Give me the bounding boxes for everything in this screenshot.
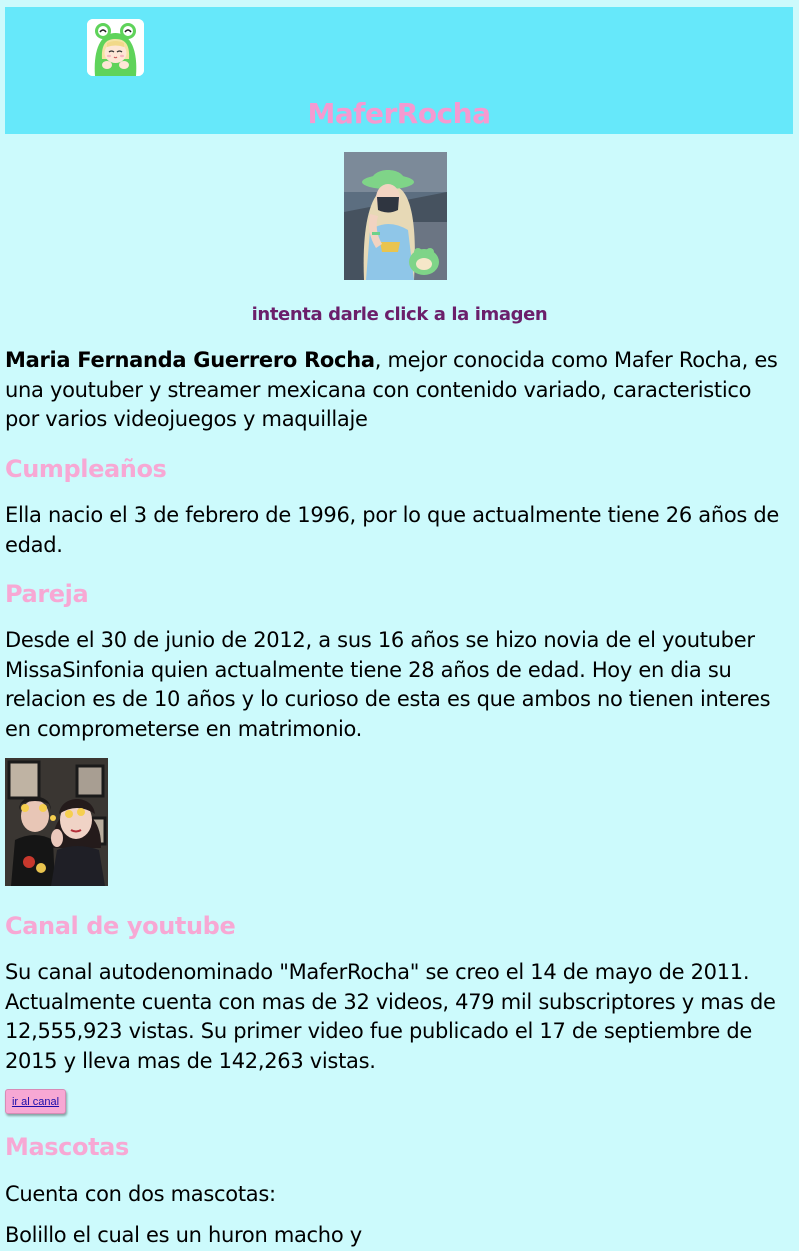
click-image-hint: intenta darle click a la imagen [251, 304, 548, 325]
partner-heading: Pareja [5, 580, 89, 608]
frog-hood-avatar-icon[interactable] [87, 19, 144, 76]
channel-heading: Canal de youtube [5, 912, 236, 940]
go-to-channel-button[interactable] [5, 1089, 66, 1114]
intro-text: , mejor conocida como Mafer Rocha, es una youtuber y streamer mexicana con contenido variado, caracteristico por varios videojuegos y maquillaje [5, 348, 778, 431]
couple-photo [5, 758, 108, 886]
partner-paragraph: Desde el 30 de junio de 2012, a sus 16 años se hizo novia de el youtuber MissaSinfonia quien actualmente tiene 28 años de edad. Hoy en dia su relacion es de 10 años y lo curioso de esta es que ambos no tienen interes en comprometerse en matrimonio. [5, 628, 771, 741]
full-name: Maria Fernanda Guerrero Rocha [5, 348, 375, 372]
mafer-portrait-photo[interactable] [344, 152, 447, 280]
go-to-channel-link[interactable]: ir al canal [11, 1095, 60, 1108]
channel-paragraph: Su canal autodenominado "MaferRocha" se creo el 14 de mayo de 2011. Actualmente cuenta con mas de 32 videos, 479 mil subscriptores y mas de 12,555,923 vistas. Su primer video fue publicado el 17 de septiembre de 2015 y lleva mas de 142,263 vistas. [5, 960, 776, 1073]
pets-heading: Mascotas [5, 1133, 129, 1161]
site-title: MaferRocha [307, 97, 491, 130]
birthday-paragraph: Ella nacio el 3 de febrero de 1996, por lo que actualmente tiene 26 años de edad. [5, 503, 780, 557]
intro-paragraph [5, 346, 785, 435]
pets-intro-paragraph: Cuenta con dos mascotas: [5, 1182, 276, 1206]
first-pet-item: Bolillo el cual es un huron macho y [5, 1223, 362, 1247]
birthday-heading: Cumpleaños [5, 455, 167, 483]
site-header [5, 7, 793, 134]
